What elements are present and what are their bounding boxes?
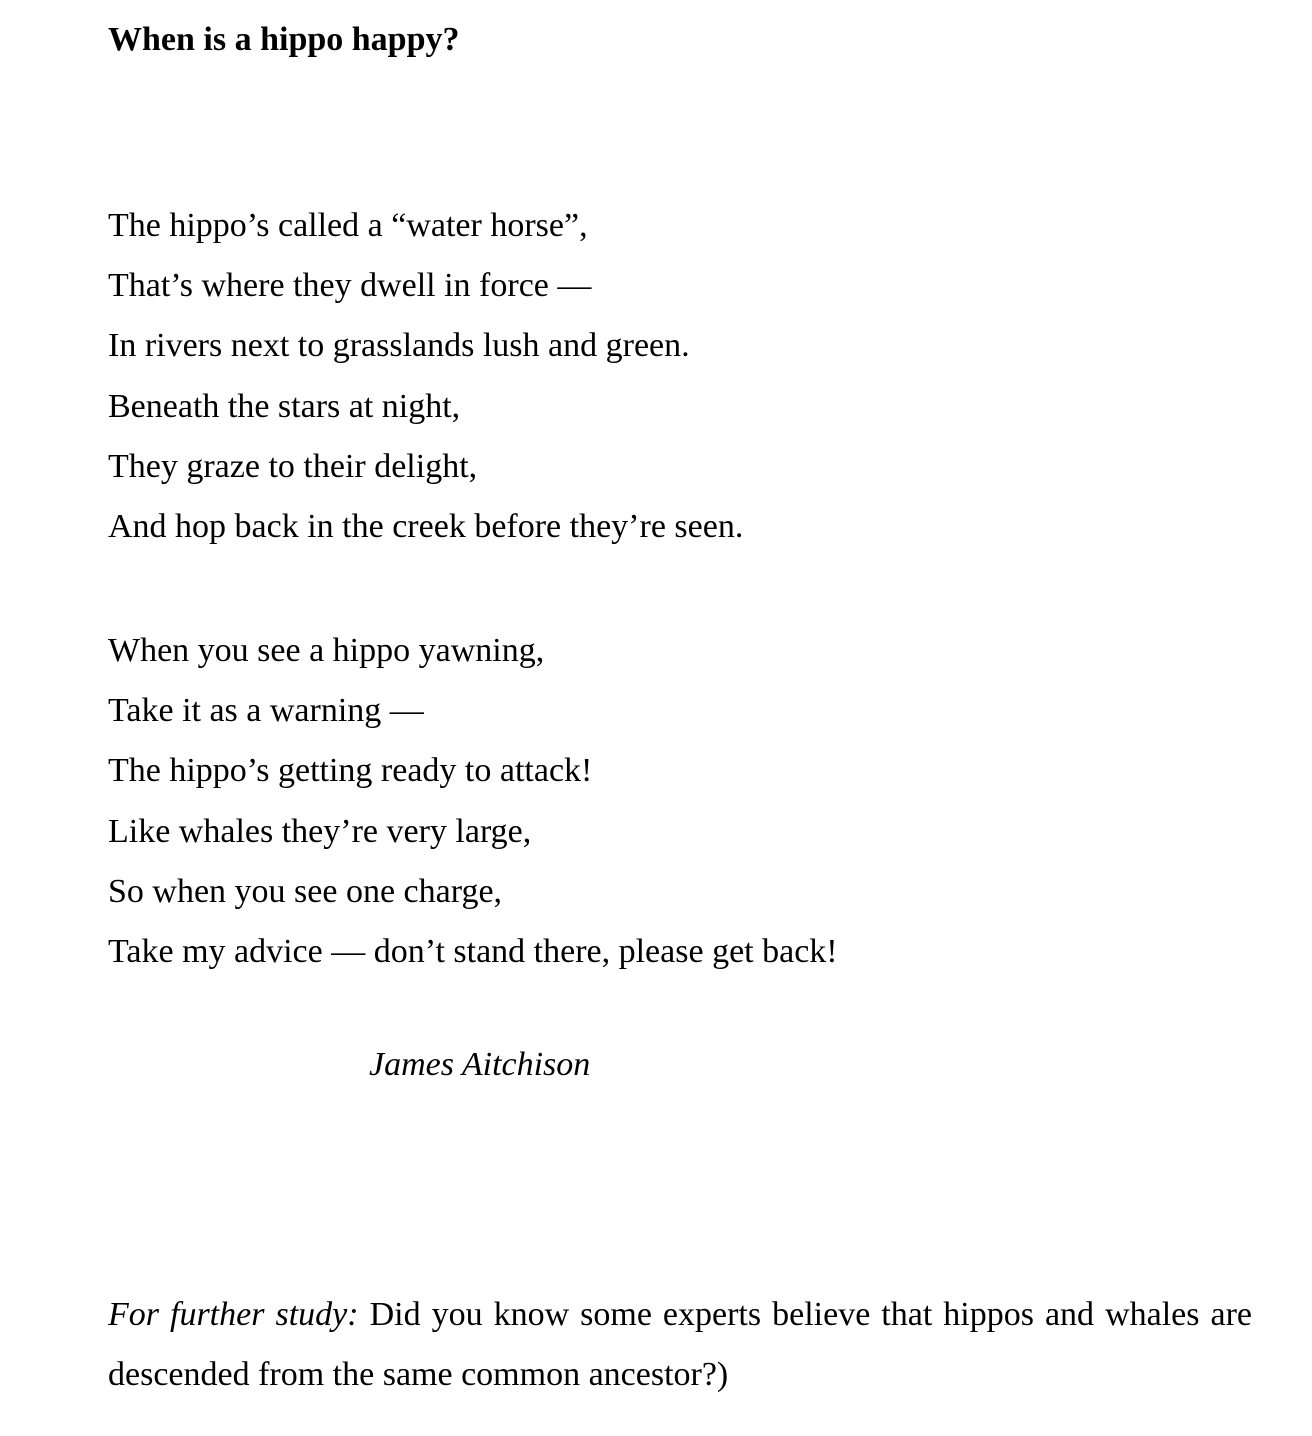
poem-line: The hippo’s called a “water horse”,	[108, 207, 588, 244]
poem-author: James Aitchison	[369, 1046, 591, 1083]
footnote-text: Did you know some experts believe that hippos and whales are descended from the same common ancestor?)	[108, 1296, 1252, 1393]
poem-line: When you see a hippo yawning,	[108, 632, 545, 669]
poem-line: That’s where they dwell in force —	[108, 267, 592, 305]
poem-line: The hippo’s getting ready to attack!	[108, 752, 593, 790]
stanza-1	[108, 196, 743, 557]
footnote	[108, 1285, 1252, 1405]
footnote-label: For further study:	[108, 1296, 359, 1333]
poem-title: When is a hippo happy?	[108, 21, 460, 58]
poem-line: Like whales they’re very large,	[108, 812, 532, 850]
stanza-2	[108, 621, 838, 982]
poem-line: Beneath the stars at night,	[108, 387, 461, 425]
poem-line: They graze to their delight,	[108, 447, 478, 485]
poem-line: Take it as a warning —	[108, 692, 424, 730]
poem-line: So when you see one charge,	[108, 872, 503, 910]
poem-line: Take my advice — don’t stand there, please get back!	[108, 932, 838, 970]
poem-line: And hop back in the creek before they’re seen.	[108, 507, 744, 545]
poem-line: In rivers next to grasslands lush and green.	[108, 327, 690, 365]
